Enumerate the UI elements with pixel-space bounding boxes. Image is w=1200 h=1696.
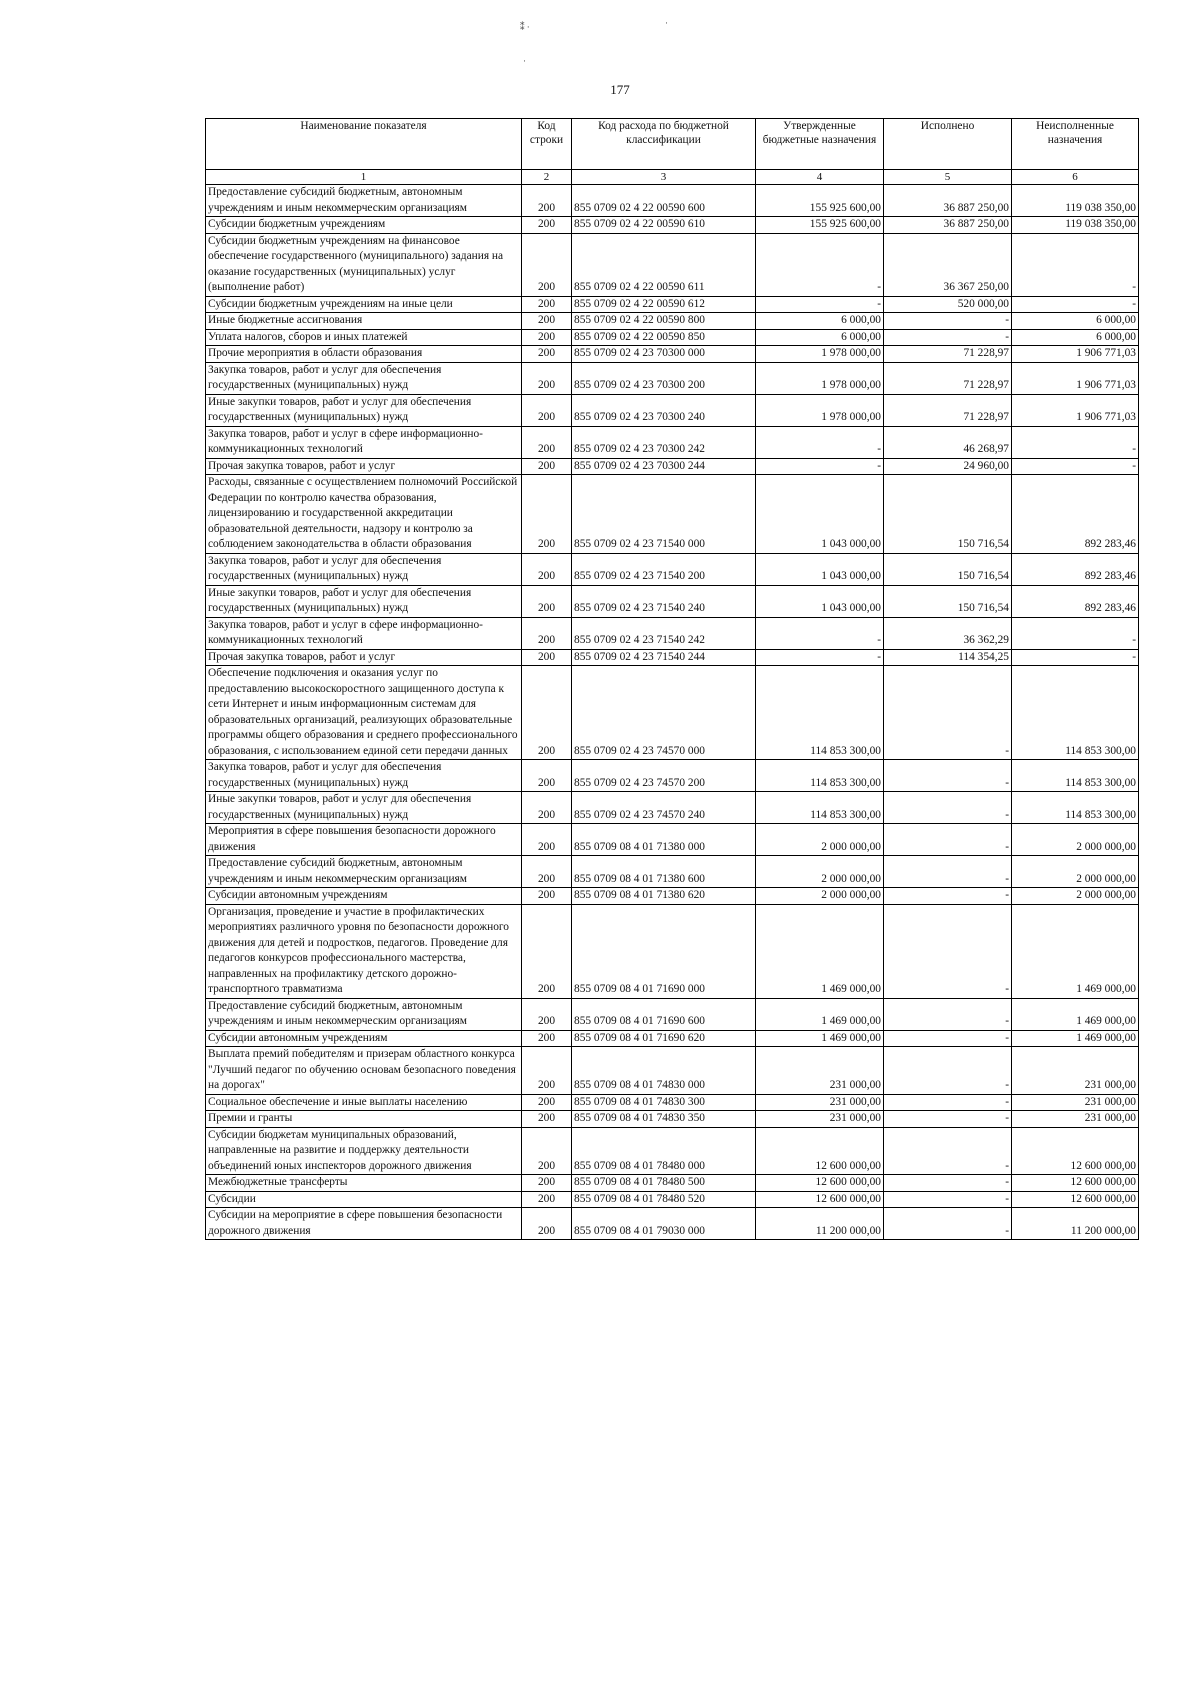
line-code-cell: 200 (522, 475, 572, 554)
unexecuted-amount-cell: - (1012, 617, 1139, 649)
classification-code-cell: 855 0709 02 4 23 74570 000 (572, 666, 756, 760)
table-header-row (206, 119, 1139, 170)
executed-amount-cell: 71 228,97 (884, 346, 1012, 363)
unexecuted-amount-cell: 2 000 000,00 (1012, 824, 1139, 856)
executed-amount-cell: 24 960,00 (884, 458, 1012, 475)
unexecuted-amount-cell: 2 000 000,00 (1012, 888, 1139, 905)
table-row (206, 362, 1139, 394)
unexecuted-amount-cell: 892 283,46 (1012, 475, 1139, 554)
unexecuted-amount-cell: - (1012, 233, 1139, 296)
table-row (206, 1030, 1139, 1047)
executed-amount-cell: - (884, 313, 1012, 330)
indicator-name-cell: Иные бюджетные ассигнования (206, 313, 522, 330)
approved-amount-cell: - (756, 458, 884, 475)
indicator-name-cell: Субсидии бюджетным учреждениям на финансовое обеспечение государственного (муниципального) задания на оказание государственных (муниципальных) услуг (выполнение работ) (206, 233, 522, 296)
approved-amount-cell: 1 043 000,00 (756, 553, 884, 585)
table-row (206, 217, 1139, 234)
indicator-name-cell: Субсидии на мероприятие в сфере повышения безопасности дорожного движения (206, 1208, 522, 1240)
table-row (206, 185, 1139, 217)
unexecuted-amount-cell: 114 853 300,00 (1012, 760, 1139, 792)
executed-amount-cell: - (884, 888, 1012, 905)
unexecuted-amount-cell: 11 200 000,00 (1012, 1208, 1139, 1240)
line-code-cell: 200 (522, 217, 572, 234)
approved-amount-cell: 12 600 000,00 (756, 1191, 884, 1208)
unexecuted-amount-cell: 119 038 350,00 (1012, 217, 1139, 234)
approved-amount-cell: - (756, 649, 884, 666)
classification-code-cell: 855 0709 08 4 01 78480 500 (572, 1175, 756, 1192)
line-code-cell: 200 (522, 1175, 572, 1192)
indicator-name-cell: Предоставление субсидий бюджетным, автономным учреждениям и иным некоммерческим организациям (206, 185, 522, 217)
executed-amount-cell: - (884, 1030, 1012, 1047)
table-row (206, 585, 1139, 617)
classification-code-cell: 855 0709 02 4 23 70300 240 (572, 394, 756, 426)
unexecuted-amount-cell: - (1012, 649, 1139, 666)
indicator-name-cell: Организация, проведение и участие в профилактических мероприятиях различного уровня по безопасности дорожного движения для детей и подростков, педагогов. Проведение для педагогов конкурсов профессионального мастерства, направленных на профилактику детского дорожно-транспортного травматизма (206, 904, 522, 998)
classification-code-cell: 855 0709 02 4 23 70300 000 (572, 346, 756, 363)
table-row (206, 475, 1139, 554)
column-number: 6 (1012, 170, 1139, 185)
executed-amount-cell: - (884, 824, 1012, 856)
executed-amount-cell: 36 887 250,00 (884, 185, 1012, 217)
indicator-name-cell: Мероприятия в сфере повышения безопасности дорожного движения (206, 824, 522, 856)
unexecuted-amount-cell: 231 000,00 (1012, 1094, 1139, 1111)
header-unexecuted: Неисполненные назначения (1012, 119, 1139, 170)
line-code-cell: 200 (522, 233, 572, 296)
approved-amount-cell: 155 925 600,00 (756, 217, 884, 234)
indicator-name-cell: Субсидии бюджетным учреждениям на иные цели (206, 296, 522, 313)
approved-amount-cell: 1 469 000,00 (756, 1030, 884, 1047)
header-classification-code: Код расхода по бюджетной классификации (572, 119, 756, 170)
line-code-cell: 200 (522, 888, 572, 905)
executed-amount-cell: - (884, 1191, 1012, 1208)
classification-code-cell: 855 0709 02 4 23 71540 242 (572, 617, 756, 649)
table-row (206, 1175, 1139, 1192)
unexecuted-amount-cell: 2 000 000,00 (1012, 856, 1139, 888)
approved-amount-cell: 12 600 000,00 (756, 1175, 884, 1192)
line-code-cell: 200 (522, 296, 572, 313)
line-code-cell: 200 (522, 185, 572, 217)
table-row (206, 792, 1139, 824)
indicator-name-cell: Межбюджетные трансферты (206, 1175, 522, 1192)
approved-amount-cell: 1 469 000,00 (756, 998, 884, 1030)
line-code-cell: 200 (522, 458, 572, 475)
classification-code-cell: 855 0709 02 4 23 74570 200 (572, 760, 756, 792)
unexecuted-amount-cell: 6 000,00 (1012, 329, 1139, 346)
approved-amount-cell: 1 978 000,00 (756, 394, 884, 426)
executed-amount-cell: - (884, 904, 1012, 998)
table-row (206, 998, 1139, 1030)
approved-amount-cell: 231 000,00 (756, 1111, 884, 1128)
executed-amount-cell: - (884, 1208, 1012, 1240)
indicator-name-cell: Социальное обеспечение и иные выплаты населению (206, 1094, 522, 1111)
executed-amount-cell: - (884, 666, 1012, 760)
approved-amount-cell: 155 925 600,00 (756, 185, 884, 217)
executed-amount-cell: 520 000,00 (884, 296, 1012, 313)
approved-amount-cell: 11 200 000,00 (756, 1208, 884, 1240)
table-row (206, 617, 1139, 649)
line-code-cell: 200 (522, 856, 572, 888)
unexecuted-amount-cell: 114 853 300,00 (1012, 792, 1139, 824)
classification-code-cell: 855 0709 08 4 01 71380 620 (572, 888, 756, 905)
line-code-cell: 200 (522, 1030, 572, 1047)
classification-code-cell: 855 0709 02 4 23 70300 244 (572, 458, 756, 475)
indicator-name-cell: Субсидии бюджетным учреждениям (206, 217, 522, 234)
table-row (206, 824, 1139, 856)
line-code-cell: 200 (522, 1208, 572, 1240)
line-code-cell: 200 (522, 649, 572, 666)
indicator-name-cell: Иные закупки товаров, работ и услуг для обеспечения государственных (муниципальных) нужд (206, 585, 522, 617)
unexecuted-amount-cell: - (1012, 426, 1139, 458)
approved-amount-cell: 6 000,00 (756, 313, 884, 330)
classification-code-cell: 855 0709 02 4 22 00590 610 (572, 217, 756, 234)
executed-amount-cell: 36 362,29 (884, 617, 1012, 649)
classification-code-cell: 855 0709 08 4 01 79030 000 (572, 1208, 756, 1240)
approved-amount-cell: 2 000 000,00 (756, 824, 884, 856)
classification-code-cell: 855 0709 08 4 01 74830 000 (572, 1047, 756, 1095)
unexecuted-amount-cell: - (1012, 296, 1139, 313)
line-code-cell: 200 (522, 904, 572, 998)
table-row (206, 904, 1139, 998)
header-indicator-name: Наименование показателя (206, 119, 522, 170)
classification-code-cell: 855 0709 08 4 01 71380 000 (572, 824, 756, 856)
approved-amount-cell: 231 000,00 (756, 1047, 884, 1095)
indicator-name-cell: Субсидии (206, 1191, 522, 1208)
executed-amount-cell: 150 716,54 (884, 585, 1012, 617)
executed-amount-cell: 150 716,54 (884, 475, 1012, 554)
approved-amount-cell: 1 043 000,00 (756, 475, 884, 554)
approved-amount-cell: 114 853 300,00 (756, 666, 884, 760)
unexecuted-amount-cell: 12 600 000,00 (1012, 1127, 1139, 1175)
executed-amount-cell: - (884, 1127, 1012, 1175)
executed-amount-cell: 150 716,54 (884, 553, 1012, 585)
table-body (206, 185, 1139, 1240)
unexecuted-amount-cell: 1 469 000,00 (1012, 1030, 1139, 1047)
executed-amount-cell: - (884, 792, 1012, 824)
unexecuted-amount-cell: 892 283,46 (1012, 553, 1139, 585)
classification-code-cell: 855 0709 08 4 01 78480 000 (572, 1127, 756, 1175)
indicator-name-cell: Прочие мероприятия в области образования (206, 346, 522, 363)
executed-amount-cell: - (884, 1094, 1012, 1111)
column-number: 2 (522, 170, 572, 185)
indicator-name-cell: Закупка товаров, работ и услуг для обеспечения государственных (муниципальных) нужд (206, 553, 522, 585)
line-code-cell: 200 (522, 617, 572, 649)
executed-amount-cell: 46 268,97 (884, 426, 1012, 458)
unexecuted-amount-cell: 231 000,00 (1012, 1111, 1139, 1128)
column-number-row (206, 170, 1139, 185)
line-code-cell: 200 (522, 1094, 572, 1111)
table-row (206, 888, 1139, 905)
column-number: 3 (572, 170, 756, 185)
indicator-name-cell: Иные закупки товаров, работ и услуг для обеспечения государственных (муниципальных) нужд (206, 792, 522, 824)
line-code-cell: 200 (522, 585, 572, 617)
unexecuted-amount-cell: 12 600 000,00 (1012, 1191, 1139, 1208)
executed-amount-cell: - (884, 1111, 1012, 1128)
classification-code-cell: 855 0709 02 4 23 71540 240 (572, 585, 756, 617)
page-number: 177 (610, 82, 630, 97)
header-line-code: Код строки (522, 119, 572, 170)
indicator-name-cell: Закупка товаров, работ и услуг в сфере информационно-коммуникационных технологий (206, 426, 522, 458)
executed-amount-cell: 36 887 250,00 (884, 217, 1012, 234)
approved-amount-cell: 12 600 000,00 (756, 1127, 884, 1175)
table-row (206, 760, 1139, 792)
indicator-name-cell: Расходы, связанные с осуществлением полномочий Российской Федерации по контролю качества образования, лицензированию и государственной аккредитации образовательной деятельности, надзору и контролю за соблюдением законодательства в области образования (206, 475, 522, 554)
indicator-name-cell: Субсидии автономным учреждениям (206, 888, 522, 905)
indicator-name-cell: Уплата налогов, сборов и иных платежей (206, 329, 522, 346)
classification-code-cell: 855 0709 02 4 23 70300 200 (572, 362, 756, 394)
approved-amount-cell: 1 043 000,00 (756, 585, 884, 617)
unexecuted-amount-cell: 1 906 771,03 (1012, 394, 1139, 426)
budget-execution-table (205, 118, 1139, 1240)
indicator-name-cell: Выплата премий победителям и призерам областного конкурса "Лучший педагог по обучению основам безопасного поведения на дорогах" (206, 1047, 522, 1095)
unexecuted-amount-cell: 231 000,00 (1012, 1047, 1139, 1095)
classification-code-cell: 855 0709 02 4 22 00590 611 (572, 233, 756, 296)
column-number: 5 (884, 170, 1012, 185)
classification-code-cell: 855 0709 02 4 22 00590 850 (572, 329, 756, 346)
approved-amount-cell: - (756, 617, 884, 649)
scan-artifact-mark: ⁑ · (520, 22, 530, 32)
column-number: 1 (206, 170, 522, 185)
indicator-name-cell: Закупка товаров, работ и услуг в сфере информационно-коммуникационных технологий (206, 617, 522, 649)
unexecuted-amount-cell: 892 283,46 (1012, 585, 1139, 617)
line-code-cell: 200 (522, 760, 572, 792)
executed-amount-cell: - (884, 856, 1012, 888)
line-code-cell: 200 (522, 362, 572, 394)
classification-code-cell: 855 0709 08 4 01 71690 620 (572, 1030, 756, 1047)
classification-code-cell: 855 0709 02 4 23 74570 240 (572, 792, 756, 824)
table-row (206, 1127, 1139, 1175)
classification-code-cell: 855 0709 02 4 22 00590 600 (572, 185, 756, 217)
line-code-cell: 200 (522, 1191, 572, 1208)
line-code-cell: 200 (522, 792, 572, 824)
table-row (206, 329, 1139, 346)
classification-code-cell: 855 0709 08 4 01 71690 000 (572, 904, 756, 998)
approved-amount-cell: - (756, 426, 884, 458)
classification-code-cell: 855 0709 08 4 01 71690 600 (572, 998, 756, 1030)
classification-code-cell: 855 0709 02 4 23 71540 200 (572, 553, 756, 585)
indicator-name-cell: Предоставление субсидий бюджетным, автономным учреждениям и иным некоммерческим организациям (206, 856, 522, 888)
classification-code-cell: 855 0709 08 4 01 78480 520 (572, 1191, 756, 1208)
line-code-cell: 200 (522, 824, 572, 856)
scan-artifact-dot: · (665, 18, 668, 28)
classification-code-cell: 855 0709 02 4 22 00590 800 (572, 313, 756, 330)
approved-amount-cell: - (756, 233, 884, 296)
indicator-name-cell: Прочая закупка товаров, работ и услуг (206, 458, 522, 475)
table-row (206, 394, 1139, 426)
table-row (206, 313, 1139, 330)
line-code-cell: 200 (522, 553, 572, 585)
approved-amount-cell: 1 469 000,00 (756, 904, 884, 998)
approved-amount-cell: 2 000 000,00 (756, 856, 884, 888)
line-code-cell: 200 (522, 329, 572, 346)
column-number: 4 (756, 170, 884, 185)
scan-artifact-dot: · (523, 56, 526, 66)
indicator-name-cell: Закупка товаров, работ и услуг для обеспечения государственных (муниципальных) нужд (206, 362, 522, 394)
line-code-cell: 200 (522, 998, 572, 1030)
indicator-name-cell: Иные закупки товаров, работ и услуг для обеспечения государственных (муниципальных) нужд (206, 394, 522, 426)
header-approved: Утвержденные бюджетные назначения (756, 119, 884, 170)
classification-code-cell: 855 0709 08 4 01 71380 600 (572, 856, 756, 888)
line-code-cell: 200 (522, 426, 572, 458)
indicator-name-cell: Прочая закупка товаров, работ и услуг (206, 649, 522, 666)
line-code-cell: 200 (522, 346, 572, 363)
approved-amount-cell: 2 000 000,00 (756, 888, 884, 905)
executed-amount-cell: 71 228,97 (884, 394, 1012, 426)
indicator-name-cell: Премии и гранты (206, 1111, 522, 1128)
classification-code-cell: 855 0709 08 4 01 74830 350 (572, 1111, 756, 1128)
approved-amount-cell: 1 978 000,00 (756, 362, 884, 394)
line-code-cell: 200 (522, 1111, 572, 1128)
unexecuted-amount-cell: 1 906 771,03 (1012, 362, 1139, 394)
table-row (206, 1208, 1139, 1240)
indicator-name-cell: Предоставление субсидий бюджетным, автономным учреждениям и иным некоммерческим организациям (206, 998, 522, 1030)
table-row (206, 553, 1139, 585)
table-row (206, 426, 1139, 458)
line-code-cell: 200 (522, 666, 572, 760)
indicator-name-cell: Субсидии бюджетам муниципальных образований, направленные на развитие и поддержку деятельности объединений юных инспекторов дорожного движения (206, 1127, 522, 1175)
table-row (206, 233, 1139, 296)
unexecuted-amount-cell: 1 469 000,00 (1012, 998, 1139, 1030)
executed-amount-cell: - (884, 998, 1012, 1030)
indicator-name-cell: Субсидии автономным учреждениям (206, 1030, 522, 1047)
executed-amount-cell: - (884, 760, 1012, 792)
unexecuted-amount-cell: 12 600 000,00 (1012, 1175, 1139, 1192)
classification-code-cell: 855 0709 08 4 01 74830 300 (572, 1094, 756, 1111)
table-row (206, 1111, 1139, 1128)
line-code-cell: 200 (522, 394, 572, 426)
approved-amount-cell: - (756, 296, 884, 313)
table-row (206, 346, 1139, 363)
line-code-cell: 200 (522, 1127, 572, 1175)
executed-amount-cell: - (884, 1175, 1012, 1192)
unexecuted-amount-cell: 119 038 350,00 (1012, 185, 1139, 217)
approved-amount-cell: 1 978 000,00 (756, 346, 884, 363)
table-row (206, 1191, 1139, 1208)
classification-code-cell: 855 0709 02 4 23 71540 244 (572, 649, 756, 666)
line-code-cell: 200 (522, 313, 572, 330)
table-row (206, 458, 1139, 475)
unexecuted-amount-cell: - (1012, 458, 1139, 475)
executed-amount-cell: 36 367 250,00 (884, 233, 1012, 296)
classification-code-cell: 855 0709 02 4 23 71540 000 (572, 475, 756, 554)
approved-amount-cell: 231 000,00 (756, 1094, 884, 1111)
header-executed: Исполнено (884, 119, 1012, 170)
table-row (206, 649, 1139, 666)
table-row (206, 666, 1139, 760)
approved-amount-cell: 6 000,00 (756, 329, 884, 346)
approved-amount-cell: 114 853 300,00 (756, 792, 884, 824)
indicator-name-cell: Закупка товаров, работ и услуг для обеспечения государственных (муниципальных) нужд (206, 760, 522, 792)
approved-amount-cell: 114 853 300,00 (756, 760, 884, 792)
unexecuted-amount-cell: 1 469 000,00 (1012, 904, 1139, 998)
executed-amount-cell: - (884, 1047, 1012, 1095)
unexecuted-amount-cell: 114 853 300,00 (1012, 666, 1139, 760)
executed-amount-cell: - (884, 329, 1012, 346)
line-code-cell: 200 (522, 1047, 572, 1095)
unexecuted-amount-cell: 6 000,00 (1012, 313, 1139, 330)
table-row (206, 296, 1139, 313)
indicator-name-cell: Обеспечение подключения и оказания услуг по предоставлению высокоскоростного защищенного доступа к сети Интернет и иным информационным системам для образовательных организаций, реализующих образовательные программы общего образования и среднего профессионального образования, с использованием единой сети передачи данных (206, 666, 522, 760)
table-row (206, 1094, 1139, 1111)
classification-code-cell: 855 0709 02 4 23 70300 242 (572, 426, 756, 458)
classification-code-cell: 855 0709 02 4 22 00590 612 (572, 296, 756, 313)
unexecuted-amount-cell: 1 906 771,03 (1012, 346, 1139, 363)
executed-amount-cell: 114 354,25 (884, 649, 1012, 666)
executed-amount-cell: 71 228,97 (884, 362, 1012, 394)
table-row (206, 856, 1139, 888)
table-row (206, 1047, 1139, 1095)
